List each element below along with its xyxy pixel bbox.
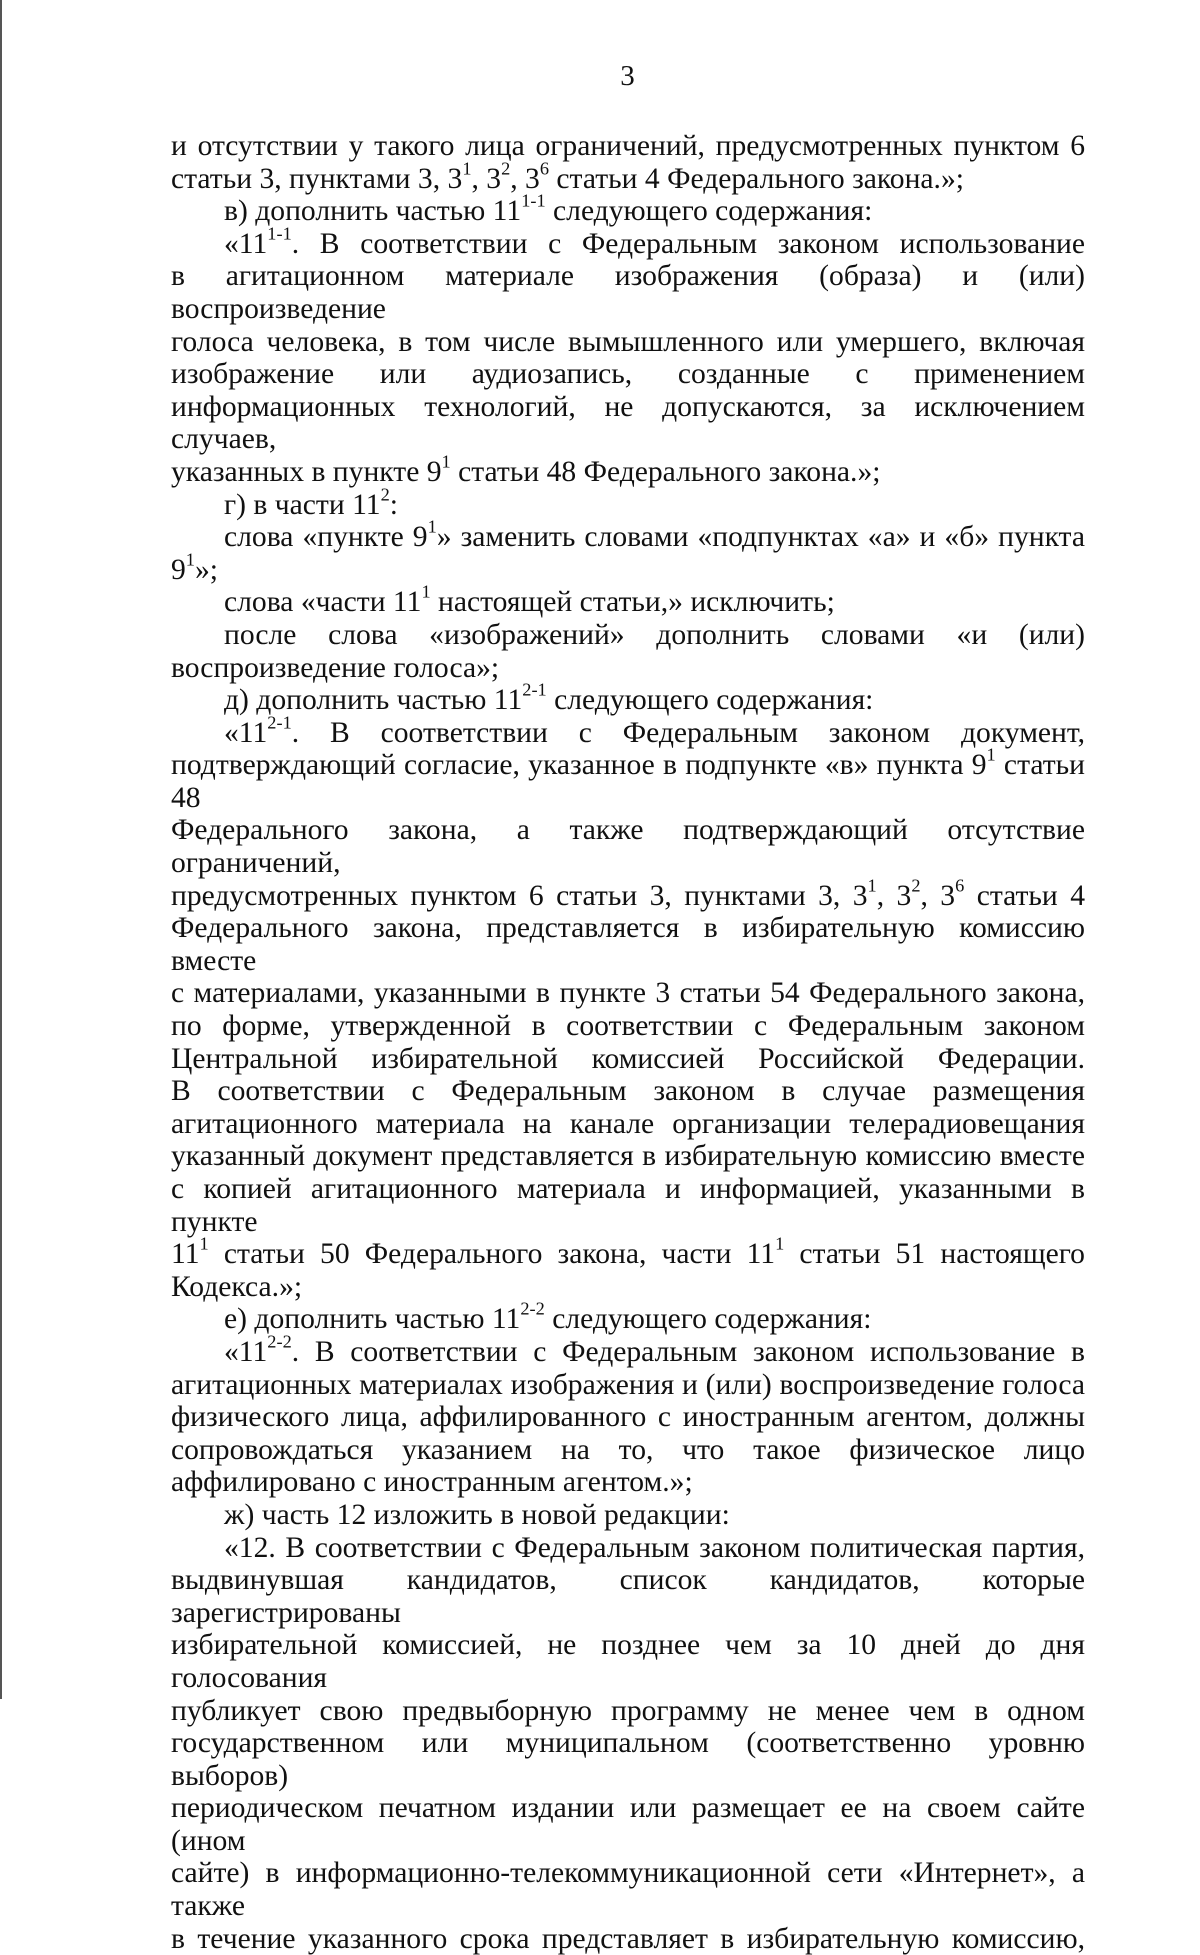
text-line <box>171 912 1085 977</box>
text-line <box>171 1499 1085 1532</box>
text-line <box>171 1629 1085 1694</box>
text-run: Кодекса.»; <box>171 1270 303 1303</box>
text-line <box>171 814 1085 879</box>
text-run: избирательной комиссией, не позднее чем за 10 дней до дня голосования <box>171 1629 1085 1694</box>
text-run: статьи 51 настоящего <box>784 1238 1085 1271</box>
superscript: 1 <box>867 874 877 895</box>
text-run: сайте) в информационно-телекоммуникационной сети «Интернет», а также <box>171 1857 1085 1923</box>
text-run: е) дополнить частью 11 <box>224 1303 521 1336</box>
text-run: после слова «изображений» дополнить словами «и (или) <box>224 618 1085 651</box>
text-line <box>171 1792 1085 1857</box>
text-run: 11 <box>171 1238 200 1271</box>
text-line <box>171 619 1085 652</box>
text-run: следующего содержания: <box>545 195 873 228</box>
text-run: следующего содержания: <box>544 1303 872 1336</box>
text-run: : <box>389 488 398 521</box>
superscript: 2 <box>911 874 921 895</box>
text-line <box>171 711 1085 750</box>
text-run: В соответствии с Федеральным законом в случае размещения <box>171 1075 1085 1108</box>
text-line <box>171 1140 1085 1173</box>
text-run: статьи 4 <box>964 879 1085 912</box>
text-line <box>171 190 1085 228</box>
text-line <box>171 260 1085 325</box>
text-line <box>171 1010 1085 1043</box>
text-line <box>171 1695 1085 1728</box>
text-line <box>171 1108 1085 1141</box>
text-run: в течение указанного срока представляет в избирательную комиссию, <box>171 1922 1085 1955</box>
text-run: »; <box>194 553 218 586</box>
text-line <box>171 679 1085 717</box>
text-line <box>171 548 1085 587</box>
text-line <box>171 581 1085 619</box>
text-run: слова «пункте 9 <box>224 521 428 554</box>
text-line <box>171 1727 1085 1792</box>
text-line <box>171 1434 1085 1467</box>
superscript: 1 <box>421 581 431 602</box>
page-number: 3 <box>620 60 635 92</box>
text-run: , 3 <box>510 162 540 195</box>
text-line <box>171 1532 1085 1565</box>
text-run: г) в части 11 <box>224 488 381 521</box>
text-run: статьи 3, пунктами 3, 3 <box>171 162 463 195</box>
text-run: «11 <box>224 716 268 749</box>
superscript: 2-1 <box>267 711 292 732</box>
text-run: голоса человека, в том числе вымышленного или умершего, включая <box>171 325 1085 358</box>
text-run: агитационных материалах изображения и (или) воспроизведение голоса <box>171 1368 1085 1401</box>
document-body <box>171 130 1085 1955</box>
text-line <box>171 223 1085 261</box>
text-line <box>171 1564 1085 1629</box>
text-run: физического лица, аффилированного с иностранным агентом, должны <box>171 1401 1085 1434</box>
text-line <box>171 516 1085 554</box>
text-run: указанный документ представляется в избирательную комиссию вместе <box>171 1140 1085 1173</box>
text-line <box>171 358 1085 391</box>
text-run: «11 <box>224 227 268 260</box>
text-line <box>171 1857 1085 1922</box>
text-line <box>171 1331 1085 1369</box>
superscript: 6 <box>955 874 965 895</box>
text-run: по форме, утвержденной в соответствии с Федеральным законом <box>171 1010 1085 1043</box>
text-line <box>171 130 1085 163</box>
text-run: информационных технологий, не допускаются, за исключением случаев, <box>171 390 1085 456</box>
superscript: 1 <box>199 1233 209 1254</box>
text-run: д) дополнить частью 11 <box>224 684 523 717</box>
text-run: изображение или аудиозапись, созданные с применением <box>171 358 1085 391</box>
text-line <box>171 744 1085 814</box>
superscript: 1 <box>427 516 437 537</box>
text-run: Федерального закона, а также подтверждающий отсутствие ограничений, <box>171 814 1085 880</box>
superscript: 1 <box>185 548 195 569</box>
text-run: периодическом печатном издании или размещает ее на своем сайте (ином <box>171 1792 1085 1857</box>
text-run: указанных в пункте 9 <box>171 455 442 488</box>
text-line <box>171 1401 1085 1434</box>
text-line <box>171 451 1085 489</box>
text-run: предусмотренных пунктом 6 статьи 3, пунктами 3, 3 <box>171 879 868 912</box>
text-run: статьи 4 Федерального закона.»; <box>549 162 964 195</box>
text-run: агитационного материала на канале организации телерадиовещания <box>171 1107 1085 1140</box>
text-run: . В соответствии с Федеральным законом документ, <box>291 716 1085 749</box>
text-run: настоящей статьи,» исключить; <box>430 586 835 619</box>
text-run: статьи 48 Федерального закона.»; <box>450 455 881 488</box>
text-run: » заменить словами «подпунктах «а» и «б» пункта <box>436 521 1085 554</box>
text-run: выдвинувшая кандидатов, список кандидатов, которые зарегистрированы <box>171 1564 1085 1629</box>
text-line <box>171 1233 1085 1271</box>
text-run: статьи 50 Федерального закона, части 11 <box>208 1238 776 1271</box>
text-run: 9 <box>171 553 186 586</box>
text-line <box>171 1298 1085 1336</box>
text-run: . В соответствии с Федеральным законом использование <box>291 227 1085 260</box>
text-line <box>171 326 1085 359</box>
text-run: статьи 48 <box>171 749 1085 814</box>
text-run: слова «части 11 <box>224 586 422 619</box>
superscript: 6 <box>539 157 550 178</box>
text-run: . В соответствии с Федеральным законом использование в <box>291 1335 1085 1368</box>
text-run: «12. В соответствии с Федеральным законом политическая партия, <box>224 1531 1085 1564</box>
text-line <box>171 483 1085 522</box>
text-line <box>171 1043 1085 1076</box>
text-line <box>171 391 1085 456</box>
superscript: 1 <box>986 744 996 765</box>
text-line <box>171 652 1085 685</box>
text-line <box>171 1369 1085 1402</box>
text-run: в) дополнить частью 11 <box>224 195 522 228</box>
superscript: 1-1 <box>267 223 292 244</box>
text-run: , 3 <box>920 879 956 912</box>
text-run: с материалами, указанными в пункте 3 статьи 54 Федерального закона, <box>171 977 1085 1010</box>
text-run: «11 <box>224 1335 268 1368</box>
superscript: 1 <box>462 157 472 178</box>
text-line <box>171 1173 1085 1238</box>
text-line <box>171 1271 1085 1304</box>
text-line <box>171 1075 1085 1108</box>
text-run: публикует свою предвыборную программу не менее чем в одном <box>171 1694 1085 1727</box>
text-run: , 3 <box>471 162 502 195</box>
text-run: Федерального закона, представляется в избирательную комиссию вместе <box>171 912 1085 977</box>
text-run: с копией агитационного материала и информацией, указанными в пункте <box>171 1173 1085 1238</box>
scan-left-edge <box>0 0 2 1699</box>
superscript: 1 <box>775 1233 785 1254</box>
text-run: подтверждающий согласие, указанное в подпункте «в» пункта 9 <box>171 749 987 782</box>
superscript: 1-1 <box>521 190 546 211</box>
text-line <box>171 977 1085 1010</box>
superscript: 2-2 <box>267 1331 292 1352</box>
text-run: следующего содержания: <box>546 684 874 717</box>
superscript: 2-2 <box>520 1298 545 1319</box>
text-run: аффилировано с иностранным агентом.»; <box>171 1466 693 1499</box>
text-run: воспроизведение голоса»; <box>171 651 500 684</box>
text-line <box>171 874 1085 913</box>
text-line <box>171 1466 1085 1499</box>
text-run: , 3 <box>876 879 912 912</box>
text-run: ж) часть 12 изложить в новой редакции: <box>224 1498 730 1531</box>
superscript: 2 <box>501 157 511 178</box>
text-run: в агитационном материале изображения (образа) и (или) воспроизведение <box>171 260 1085 325</box>
superscript: 1 <box>441 451 451 472</box>
text-line <box>171 1923 1085 1955</box>
text-run: Центральной избирательной комиссией Российской Федерации. <box>171 1042 1085 1075</box>
text-line <box>171 157 1085 196</box>
superscript: 2 <box>380 483 390 504</box>
superscript: 2-1 <box>522 679 547 700</box>
text-run: государственном или муниципальном (соответственно уровню выборов) <box>171 1727 1085 1792</box>
text-run: и отсутствии у такого лица ограничений, предусмотренных пунктом 6 <box>171 130 1085 162</box>
text-run: сопровождаться указанием на то, что такое физическое лицо <box>171 1433 1085 1466</box>
